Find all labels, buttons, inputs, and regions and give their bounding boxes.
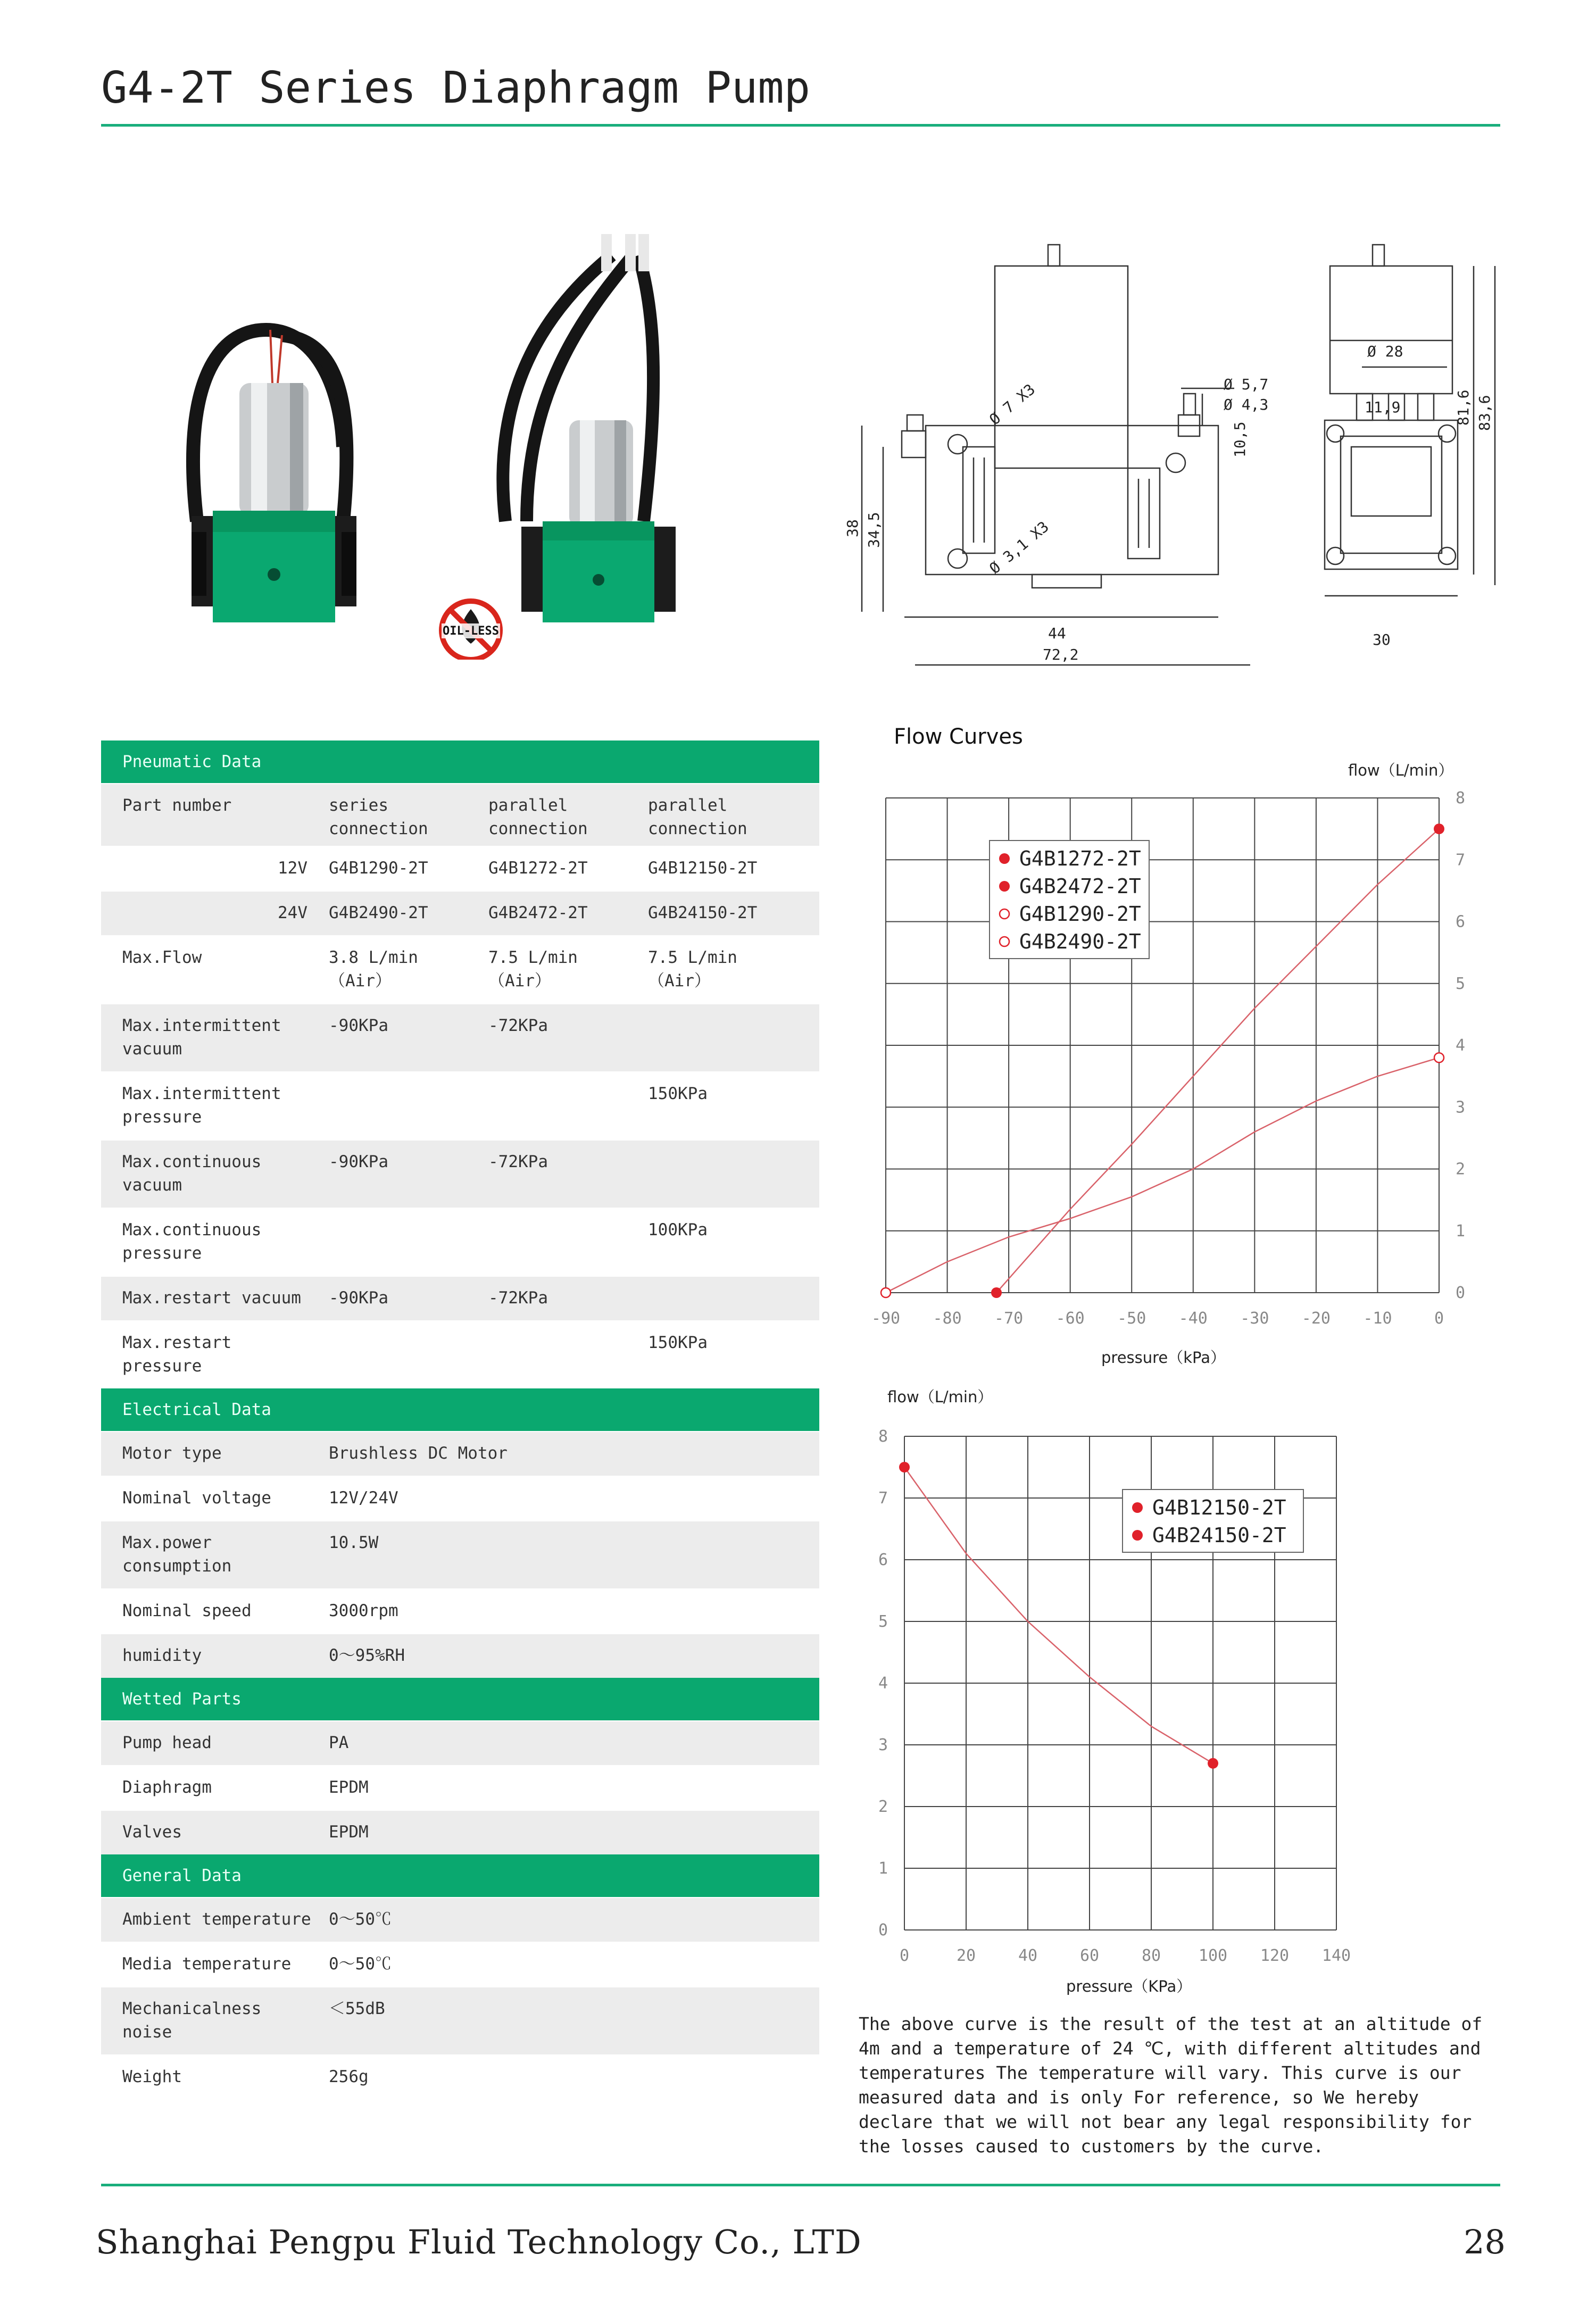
x-tick-label: 20 [956, 1946, 976, 1965]
chart1-xlabel: pressure（kPa） [1101, 1349, 1226, 1367]
data-point [1434, 1053, 1444, 1062]
spec-value-series: G4B2490-2T [329, 903, 428, 922]
x-tick-label: 140 [1321, 1946, 1351, 1965]
spec-label: Max.continuous pressure [122, 1220, 262, 1263]
x-tick-label: -90 [871, 1309, 901, 1328]
spec-value: EPDM [329, 1823, 369, 1842]
dim-34-5: 34,5 [865, 512, 883, 548]
y-tick-label: 8 [878, 1427, 888, 1446]
spec-value-parallel: 7.5 L/min （Air） [488, 948, 578, 991]
spec-row [101, 1476, 819, 1520]
data-point [1434, 823, 1444, 834]
y-tick-label: 2 [1455, 1160, 1466, 1179]
spec-value-series [329, 1218, 488, 1276]
spec-value: 12V/24V [329, 1488, 398, 1508]
spec-value-series: -90KPa [329, 1152, 388, 1171]
x-tick-label: -40 [1178, 1309, 1208, 1328]
dim-83-6: 83,6 [1476, 395, 1493, 431]
legend-label: G4B12150-2T [1152, 1496, 1286, 1519]
y-tick-label: 3 [878, 1736, 888, 1754]
chart2-ylabel: flow（L/min） [887, 1388, 993, 1406]
spec-value-parallel-150: G4B24150-2T [648, 903, 758, 922]
spec-value-parallel: -72KPa [488, 1152, 548, 1171]
spec-value-parallel-150 [648, 1286, 808, 1320]
legend-marker [1000, 909, 1009, 919]
spec-row [101, 1986, 819, 2054]
spec-value-parallel-150: 150KPa [648, 1333, 708, 1352]
oil-less-badge [442, 601, 500, 660]
dim-72-2: 72,2 [1043, 646, 1079, 663]
spec-row [101, 935, 819, 1003]
spec-row [101, 1942, 819, 1986]
spec-label: Motor type [122, 1444, 222, 1463]
spec-value-parallel-150: 150KPa [648, 1084, 708, 1103]
spec-label: Diaphragm [122, 1778, 212, 1797]
y-tick-label: 8 [1455, 789, 1466, 808]
dim-10-5: 10,5 [1231, 421, 1249, 457]
spec-row [101, 1320, 819, 1388]
section-header: Pneumatic Data [101, 740, 819, 783]
legend-label: G4B24150-2T [1152, 1524, 1286, 1547]
spec-value-series [329, 1082, 488, 1139]
legend-label: G4B2490-2T [1019, 930, 1141, 953]
spec-value: ＜55dB [329, 1999, 385, 2018]
spec-label: Part number [122, 796, 232, 815]
spec-row [101, 1431, 819, 1476]
y-tick-label: 3 [1455, 1098, 1466, 1117]
flow-curves-title: Flow Curves [894, 725, 1023, 749]
legend-label: G4B1290-2T [1019, 902, 1141, 926]
x-tick-label: 0 [899, 1946, 910, 1965]
spec-value-parallel-150: G4B12150-2T [648, 859, 758, 878]
x-tick-label: 80 [1141, 1946, 1161, 1965]
spec-row [101, 1810, 819, 1854]
y-tick-label: 4 [1455, 1036, 1466, 1055]
spec-label: Max.intermittent pressure [122, 1084, 281, 1127]
spec-value: 256g [329, 2067, 369, 2086]
x-tick-label: -70 [994, 1309, 1024, 1328]
y-tick-label: 5 [878, 1612, 888, 1631]
spec-value: 0～50℃ [329, 1954, 392, 1974]
spec-row [101, 1071, 819, 1139]
spec-label: Valves [122, 1823, 182, 1842]
spec-row [101, 1765, 819, 1810]
spec-row [101, 1003, 819, 1071]
dim-38: 38 [844, 519, 861, 537]
spec-row [101, 891, 819, 935]
section-header: Electrical Data [101, 1388, 819, 1431]
x-tick-label: -20 [1301, 1309, 1331, 1328]
x-tick-label: -10 [1363, 1309, 1392, 1328]
footer-company: Shanghai Pengpu Fluid Technology Co., LTD [96, 2223, 862, 2261]
spec-row [101, 846, 819, 891]
spec-value: 0～95%RH [329, 1646, 405, 1665]
y-tick-label: 7 [878, 1489, 888, 1508]
spec-value-parallel: parallel connection [488, 796, 588, 838]
dim-hole-7x3: Ø 7 X3 [986, 380, 1038, 429]
spec-row [101, 1897, 819, 1942]
footer-page-number: 28 [1464, 2223, 1506, 2261]
chart1-ylabel: flow（L/min） [1348, 761, 1454, 779]
spec-value-parallel: G4B1272-2T [488, 859, 588, 878]
product-photos [160, 223, 681, 660]
legend-marker [1132, 1502, 1143, 1513]
curve-note: The above curve is the result of the test at an altitude of 4m and a temperature of 24 ℃, with different altitudes and temperatures The temperature will vary. This curve is our measured data and is only For reference, so We hereby declare that we will not bear any legal responsibility for the losses caused to customers by the curve. [859, 2013, 1483, 2157]
dim-81-6: 81,6 [1454, 389, 1472, 426]
x-tick-label: -60 [1055, 1309, 1085, 1328]
spec-value-parallel: -72KPa [488, 1288, 548, 1308]
y-tick-label: 4 [878, 1674, 888, 1693]
header-rule [101, 124, 1500, 127]
data-point [991, 1287, 1002, 1298]
dim-28: Ø 28 [1367, 343, 1403, 360]
x-tick-label: 100 [1198, 1946, 1228, 1965]
chart2-xlabel: pressure（KPa） [1066, 1977, 1192, 1995]
spec-value: PA [329, 1733, 349, 1752]
pump-photo-series [192, 330, 356, 622]
series-line [886, 1058, 1439, 1293]
spec-value-series: -90KPa [329, 1016, 388, 1035]
section-header: Wetted Parts [101, 1678, 819, 1720]
y-tick-label: 2 [878, 1798, 888, 1816]
dim-5-7: Ø 5,7 [1224, 376, 1269, 393]
spec-value-parallel [488, 1331, 648, 1388]
data-point [1208, 1758, 1218, 1769]
spec-row [101, 1208, 819, 1276]
spec-value-series: -90KPa [329, 1288, 388, 1308]
spec-row [101, 1633, 819, 1678]
data-point [881, 1288, 891, 1297]
spec-label: Pump head [122, 1733, 212, 1752]
spec-row [101, 1720, 819, 1765]
dim-30: 30 [1373, 631, 1391, 648]
spec-label: Max.restart pressure [122, 1333, 232, 1376]
section-header: General Data [101, 1854, 819, 1897]
oil-less-text: OIL-LESS [443, 625, 499, 638]
spec-value-parallel [488, 1218, 648, 1276]
y-tick-label: 6 [878, 1551, 888, 1569]
footer-rule [101, 2184, 1500, 2186]
y-tick-label: 7 [1455, 851, 1466, 870]
spec-row [101, 1520, 819, 1588]
x-tick-label: 0 [1434, 1309, 1444, 1328]
spec-label: Max.continuous vacuum [122, 1152, 262, 1195]
legend-label: G4B2472-2T [1019, 875, 1141, 898]
spec-value-parallel-150 [648, 1150, 808, 1208]
y-tick-label: 6 [1455, 912, 1466, 931]
legend-marker [999, 881, 1010, 892]
legend-marker [1132, 1530, 1143, 1541]
y-tick-label: 5 [1455, 974, 1466, 993]
flow-chart-pressure [851, 1404, 1383, 1968]
spec-label: Weight [122, 2067, 182, 2086]
legend-marker [999, 853, 1010, 864]
spec-value-parallel-150: 7.5 L/min （Air） [648, 948, 737, 991]
dim-44: 44 [1048, 625, 1066, 642]
flow-chart-vacuum [851, 771, 1490, 1335]
x-tick-label: 60 [1079, 1946, 1100, 1965]
y-tick-label: 0 [878, 1921, 888, 1940]
x-tick-label: -50 [1117, 1309, 1146, 1328]
y-tick-label: 1 [878, 1859, 888, 1878]
spec-value-series: 3.8 L/min （Air） [329, 948, 418, 991]
spec-value-parallel-150 [648, 1014, 808, 1071]
spec-label: Media temperature [122, 1954, 292, 1974]
y-tick-label: 0 [1455, 1284, 1466, 1302]
legend-marker [1000, 937, 1009, 946]
data-point [899, 1462, 910, 1472]
dim-4-3: Ø 4,3 [1224, 396, 1269, 413]
spec-row [101, 2054, 819, 2099]
spec-row [101, 1588, 819, 1633]
spec-row [101, 1139, 819, 1208]
spec-label: Max.restart vacuum [122, 1288, 301, 1308]
spec-label: humidity [122, 1646, 202, 1665]
spec-value: 0～50℃ [329, 1910, 392, 1929]
spec-label: Max.power consumption [122, 1533, 232, 1576]
spec-label: Ambient temperature [122, 1910, 311, 1929]
spec-row [101, 783, 819, 846]
spec-label: Nominal speed [122, 1601, 252, 1620]
spec-label: Max.Flow [122, 948, 202, 967]
dim-hole-3-1x3: Ø 3,1 X3 [986, 518, 1052, 578]
dimension-drawing [830, 234, 1522, 681]
spec-value-parallel: -72KPa [488, 1016, 548, 1035]
y-tick-label: 1 [1455, 1221, 1466, 1241]
spec-value: 3000rpm [329, 1601, 398, 1620]
spec-value: EPDM [329, 1778, 369, 1797]
spec-value-parallel-150: 100KPa [648, 1220, 708, 1239]
x-tick-label: 120 [1260, 1946, 1290, 1965]
spec-value-parallel [488, 1082, 648, 1139]
x-tick-label: 40 [1018, 1946, 1038, 1965]
spec-label: 12V [278, 859, 307, 878]
pump-photo-parallel [503, 234, 676, 622]
dim-11-9: 11,9 [1365, 398, 1401, 416]
spec-label: Mechanicalness noise [122, 1999, 262, 2042]
spec-table [101, 740, 819, 2099]
spec-value-series: series connection [329, 796, 428, 838]
legend-label: G4B1272-2T [1019, 847, 1141, 870]
x-tick-label: -80 [933, 1309, 962, 1328]
spec-value-parallel: G4B2472-2T [488, 903, 588, 922]
spec-label: Max.intermittent vacuum [122, 1016, 281, 1059]
spec-value-series [329, 1331, 488, 1388]
spec-value: Brushless DC Motor [329, 1444, 508, 1463]
spec-value: 10.5W [329, 1533, 379, 1552]
x-tick-label: -30 [1240, 1309, 1269, 1328]
spec-label: 24V [278, 903, 307, 922]
spec-row [101, 1276, 819, 1320]
spec-value-series: G4B1290-2T [329, 859, 428, 878]
page-title: G4-2T Series Diaphragm Pump [101, 63, 810, 113]
spec-value-parallel-150: parallel connection [648, 796, 747, 838]
spec-label: Nominal voltage [122, 1488, 271, 1508]
